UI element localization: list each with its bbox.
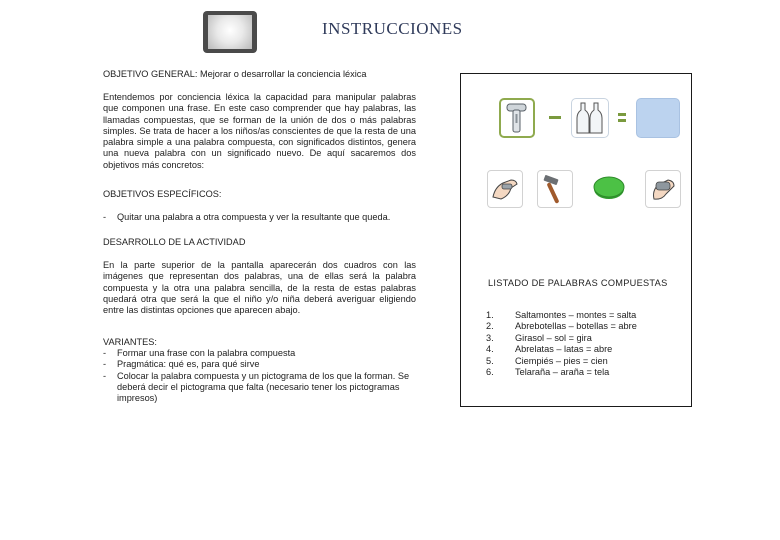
blank-answer-card[interactable] [636, 98, 680, 138]
minus-sign [549, 116, 561, 119]
desarrollo-heading: DESARROLLO DE LA ACTIVIDAD [103, 237, 246, 247]
equals-sign-top [618, 113, 626, 116]
bottles-icon[interactable] [571, 98, 609, 138]
green-bottle-cap-icon[interactable] [591, 170, 627, 208]
variante-item: - Colocar la palabra compuesta y un pictograma de los que la forman. Se deberá decir el pictograma que falta (necesario tener los pictogramas impresos) [103, 370, 410, 404]
tablet-icon [203, 11, 257, 53]
variante-item: - Pragmática: qué es, para qué sirve [103, 359, 260, 370]
hammer-icon[interactable] [537, 170, 573, 208]
objetivo-item: - Quitar una palabra a otra compuesta y ver la resultante que queda. [103, 212, 391, 222]
list-item: 4. Abrelatas – latas = abre [486, 344, 613, 355]
variantes-list [103, 348, 433, 404]
list-item: 2. Abrebotellas – botellas = abre [486, 321, 637, 332]
list-item: 1. Saltamontes – montes = salta [486, 310, 637, 320]
hand-holding-icon[interactable] [487, 170, 523, 208]
bottle-opener-icon[interactable] [499, 98, 535, 138]
objetivos-especificos-heading: OBJETIVOS ESPECÍFICOS: [103, 189, 222, 199]
hand-with-can-icon[interactable] [645, 170, 681, 208]
compound-words-list [486, 310, 637, 378]
list-item: 3. Girasol – sol = gira [486, 332, 592, 343]
equals-sign-bottom [618, 119, 626, 122]
variantes-heading: VARIANTES: [103, 337, 157, 347]
desarrollo-paragraph: En la parte superior de la pantalla aparecerán dos cuadros con las imágenes que representan dos palabras, una de ellas será la palabra compuesta y la otra una palabra sencilla, de la resta de estas palabras quedará otra que será la que el niño y/o niña deberá averiguar eligiendo entre las distintas opciones que aparecen abajo. [103, 260, 416, 316]
variante-item: - Formar una frase con la palabra compuesta [103, 348, 296, 358]
list-item: 6. Telaraña – araña = tela [486, 367, 610, 378]
list-item: 5. Ciempiés – pies = cien [486, 355, 608, 366]
listado-title: LISTADO DE PALABRAS COMPUESTAS [488, 278, 668, 288]
intro-paragraph: Entendemos por conciencia léxica la capacidad para manipular palabras que componen una frase. En este caso comprender que hay palabras, las llamadas compuestas, que se forman de la unión de dos o más palabras simples. Se trata de hacer a los niños/as conscientes de que la resta de una palabra simple a una palabra compuesta, con significados distintos, genera una nueva palabra con un significado nuevo. De aquí sacaremos dos objetivos más concretos: [103, 92, 416, 170]
page-title: INSTRUCCIONES [322, 19, 463, 38]
objetivo-general: OBJETIVO GENERAL: Mejorar o desarrollar la conciencia léxica [103, 69, 367, 79]
